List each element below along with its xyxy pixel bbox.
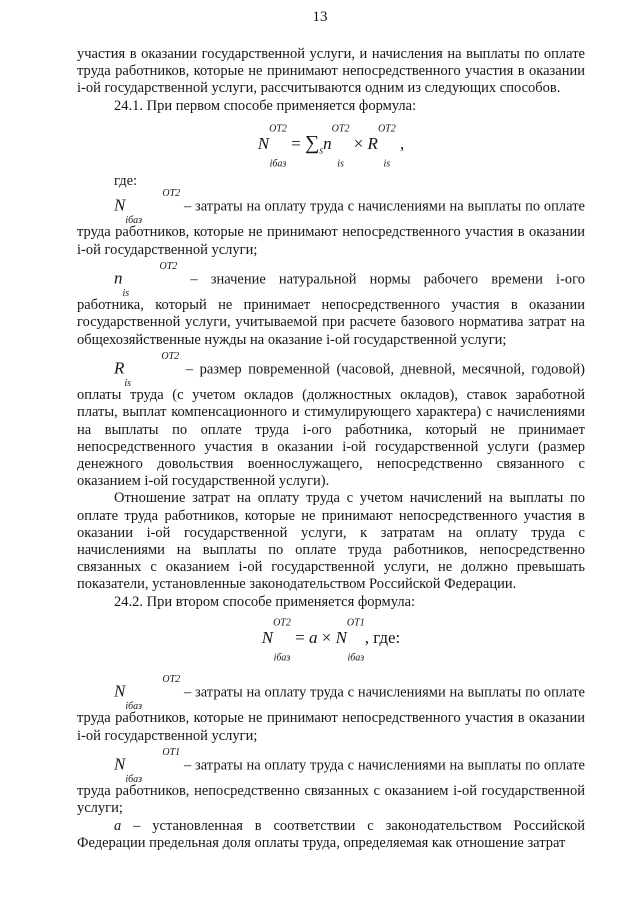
document-body: [77, 46, 585, 852]
formula-1: $N^{ОТ2}$ $_{iбаз} = \sum_sn^{ОТ2}$ $_{is} \times R^{ОТ2}$ $_{is}$ ,: [257, 123, 405, 170]
paragraph-method-2: 24.2. При втором способе применяется формула:: [114, 593, 416, 610]
where-label: где:: [114, 172, 138, 189]
paragraph-ratio: Отношение затрат на оплату труда с учетом начислений на выплаты по оплате труда работников, которые не принимают непосредственного участия в оказании i-ой государственной услуги, к затратам на оплату труда с начислениями на выплаты по оплате труда работников, непосредственно связанных с оказанием i-ой государственной услуги, не должно превышать показатели, установленные законодательством Российской Федерации.: [77, 490, 585, 593]
paragraph-intro: участия в оказании государственной услуги, и начисления на выплаты по оплате труда работников, которые не принимают непосредственного участия в оказании i-ой государственной услуги, рассчитываются одним из следующих способов.: [77, 46, 585, 97]
definition-N-OT1: $N^{ОТ1}$ $_{iбаз}$ – затраты на оплату труда с начислениями на выплаты по оплате труда работников, непосредственно связанных с оказанием i-ой государственной услуги;: [77, 746, 585, 817]
definition-n-is: $n^{ОТ2}$ $_{is}$ – значение натуральной нормы рабочего времени i-ого работника, который не принимает непосредственного участия в оказании государственной услуги, учитываемой при расчете базового норматива затрат на общехозяйственные нужды на оказание i-ой государственной услуги;: [77, 261, 585, 348]
paragraph-method-1: 24.1. При первом способе применяется формула:: [114, 97, 417, 114]
definition-R-is: $R^{ОТ2}$ $_{is}$ – размер повременной (часовой, дневной, месячной, годовой) оплаты труда (с учетом окладов (должностных окладов), ставок заработной платы, выплат компенсационного и стимулирующего характера) с начислениями на выплаты по оплате труда i-ого работника, который не принимает непосредственного участия в оказании i-ой государственной услуги (размер денежного довольствия военнослужащего, непосредственно связанного с оказанием i-ой государственной услуги).: [77, 351, 585, 490]
definition-N-OT2: $N^{ОТ2}$ $_{iбаз}$ – затраты на оплату труда с начислениями на выплаты по оплате труда работников, которые не принимают непосредственного участия в оказании i-ой государственной услуги;: [77, 188, 585, 258]
formula-2: $N^{ОТ2}$ $_{iбаз} = a \times N^{ОТ1}$ $_{iбаз}$, где:: [261, 617, 401, 664]
page-number: 13: [312, 9, 328, 25]
sum-symbol: ∑: [304, 131, 320, 154]
definition-N-OT2-second: $N^{ОТ2}$ $_{iбаз}$ – затраты на оплату труда с начислениями на выплаты по оплате труда работников, которые не принимают непосредственного участия в оказании i-ой государственной услуги;: [77, 674, 585, 744]
definition-a: a – установленная в соответствии с законодательством Российской Федерации предельная доля оплаты труда, определяемая как отношение затрат: [77, 817, 585, 851]
